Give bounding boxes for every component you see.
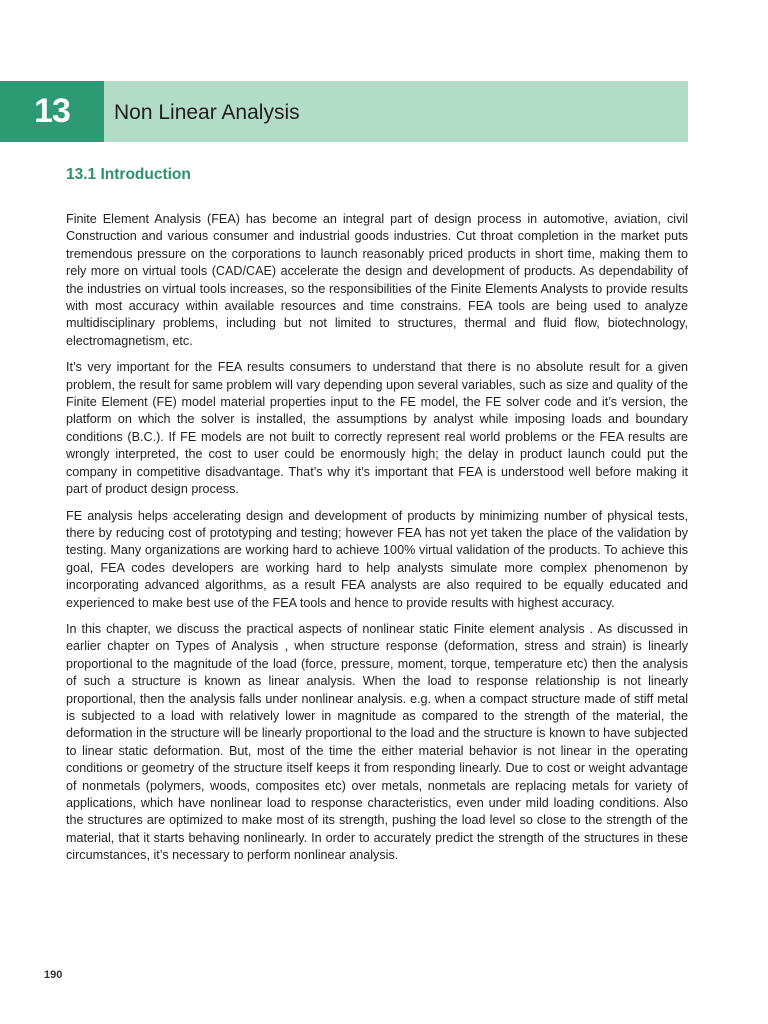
paragraph-4: In this chapter, we discuss the practical aspects of nonlinear static Finite element analysis . As discussed in earlier chapter on Types of Analysis , when structure response (deformation, stress and strain) is linearly proportional to the magnitude of the load (force, pressure, moment, torque, temperature etc) then the analysis of such a structure is known as linear analysis. When the load to response relationship is not linearly proportional, then the analysis falls under nonlinear analysis. e.g. when a compact structure made of stiff metal is subjected to a load with relatively lower in magnitude as compared to the strength of the material, the deformation in the structure will be linearly proportional to the load and the structure is known to have subjected to linear static deformation. But, most of the time the either material behavior is not linear in the operating conditions or geometry of the structure itself keeps it from responding linearly. Due to cost or weight advantage of nonmetals (polymers, woods, composites etc) over metals, nonmetals are replacing metals for variety of applications, which have nonlinear load to response characteristics, even under mild loading conditions. Also the structures are optimized to make most of its strength, pushing the load level so close to the strength of the material, that it starts behaving nonlinearly. In order to accurately predict the strength of the structures in these circumstances, it’s necessary to perform nonlinear analysis. [66, 621, 688, 863]
body-text [66, 211, 688, 874]
paragraph-2: It’s very important for the FEA results consumers to understand that there is no absolute result for a given problem, the result for same problem will vary depending upon several variables, such as size and quality of the Finite Element (FE) model material properties input to the FE model, the FE solver code and it’s version, the platform on which the solver is installed, the assumptions by analyst while imposing loads and boundary conditions (B.C.). If FE models are not built to correctly represent real world problems or the FEA results are wrongly interpreted, the cost to user could be enormously high; the delay in product launch could put the company in competitive disadvantage. That’s why it’s important that FEA is understood well before making it part of product design process. [66, 360, 688, 497]
paragraph-3: FE analysis helps accelerating design and development of products by minimizing number of physical tests, there by reducing cost of prototyping and testing; however FEA has not yet taken the place of the validation by testing. Many organizations are working hard to achieve 100% virtual validation of the products. To achieve this goal, FEA codes developers are working hard to help analysts simulate more complex phenomenon by incorporating advanced algorithms, as a result FEA analysts are also required to be equally educated and experienced to make best use of the FEA tools and hence to provide results with highest accuracy. [66, 508, 688, 610]
paragraph-1: Finite Element Analysis (FEA) has become an integral part of design process in automotive, aviation, civil Construction and various consumer and industrial goods industries. Cut throat completion in the market puts tremendous pressure on the corporations to launch reasonably priced products in short time, making them to rely more on virtual tools (CAD/CAE) accelerate the design and development of products. As dependability of the industries on virtual tools increases, so the responsibilities of the Finite Elements Analysts to provide results with most accuracy within available resources and time constrains. FEA tools are being used to analyze multidisciplinary problems, including but not limited to structures, thermal and fluid flow, biotechnology, electromagnetism, etc. [66, 212, 688, 348]
chapter-title: Non Linear Analysis [114, 101, 300, 124]
chapter-header-band [0, 81, 688, 142]
section-heading: 13.1 Introduction [66, 166, 191, 183]
page-number: 190 [44, 969, 63, 981]
chapter-number: 13 [0, 81, 104, 142]
